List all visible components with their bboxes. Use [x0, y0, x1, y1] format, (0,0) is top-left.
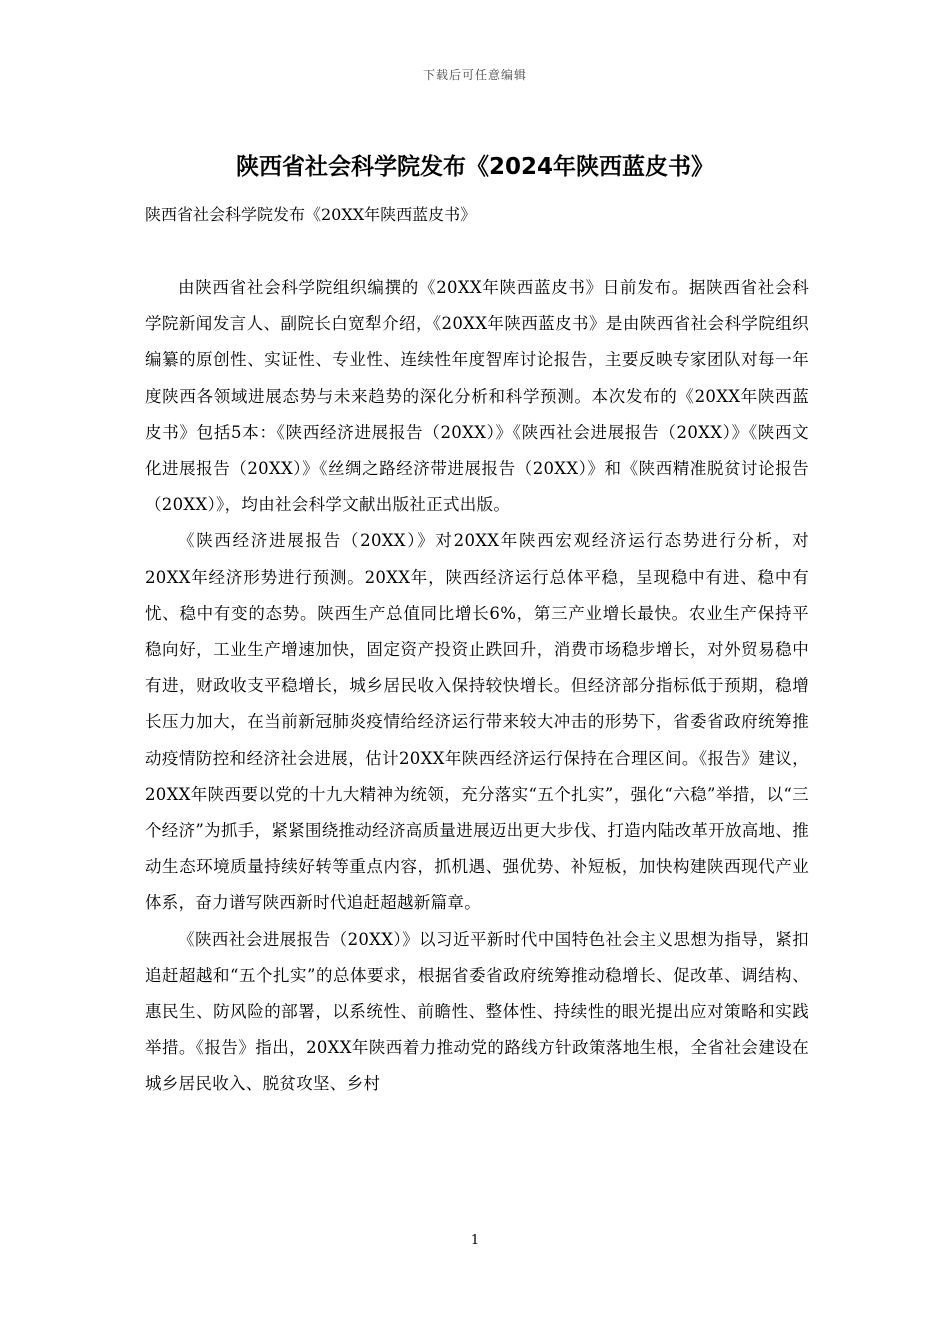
paragraph-3: 《陕西社会进展报告（20XX）》以习近平新时代中国特色社会主义思想为指导，紧扣追赶超越和“五个扎实”的总体要求，根据省委省政府统筹推动稳增长、促改革、调结构、惠民生、防风险的部署，以系统性、前瞻性、整体性、持续性的眼光提出应对策略和实践举措。《报告》指出，20XX年陕西着力推动党的路线方针政策落地生根，全省社会建设在城乡居民收入、脱贫攻坚、乡村	[145, 929, 809, 1094]
document-title: 陕西省社会科学院发布《2024年陕西蓝皮书》	[235, 154, 714, 180]
page-number: 1	[470, 1233, 480, 1248]
paragraph-2: 《陕西经济进展报告（20XX）》对20XX年陕西宏观经济运行态势进行分析，对20XX年经济形势进行预测。20XX年，陕西经济运行总体平稳，呈现稳中有进、稳中有忧、稳中有变的态势。陕西生产总值同比增长6%，第三产业增长最快。农业生产保持平稳向好，工业生产增速加快，固定资产投资止跌回升，消费市场稳步增长，对外贸易稳中有进，财政收支平稳增长，城乡居民收入保持较快增长。但经济部分指标低于预期，稳增长压力加大，在当前新冠肺炎疫情给经济运行带来较大冲击的形势下，省委省政府统筹推动疫情防控和经济社会进展，估计20XX年陕西经济运行保持在合理区间。《报告》建议，20XX年陕西要以党的十九大精神为统领，充分落实“五个扎实”，强化“六稳”举措，以“三个经济”为抓手，紧紧围绕推动经济高质量进展迈出更大步伐、打造内陆改革开放高地、推动生态环境质量持续好转等重点内容，抓机遇、强优势、补短板，加快构建陕西现代产业体系，奋力谱写陕西新时代追赶超越新篇章。	[145, 531, 809, 913]
page-header-note: 下载后可任意编辑	[422, 68, 527, 82]
document-subtitle: 陕西省社会科学院发布《20XX年陕西蓝皮书》	[145, 205, 477, 224]
paragraph-1: 由陕西省社会科学院组织编撰的《20XX年陕西蓝皮书》日前发布。据陕西省社会科学院新闻发言人、副院长白宽犁介绍，《20XX年陕西蓝皮书》是由陕西省社会科学院组织编纂的原创性、实证性、专业性、连续性年度智库讨论报告，主要反映专家团队对每一年度陕西各领域进展态势与未来趋势的深化分析和科学预测。本次发布的《20XX年陕西蓝皮书》包括5本：《陕西经济进展报告（20XX）》《陕西社会进展报告（20XX）》《陕西文化进展报告（20XX）》《丝绸之路经济带进展报告（20XX）》和《陕西精准脱贫讨论报告（20XX）》，均由社会科学文献出版社正式出版。	[145, 278, 809, 515]
document-body	[145, 270, 809, 1103]
